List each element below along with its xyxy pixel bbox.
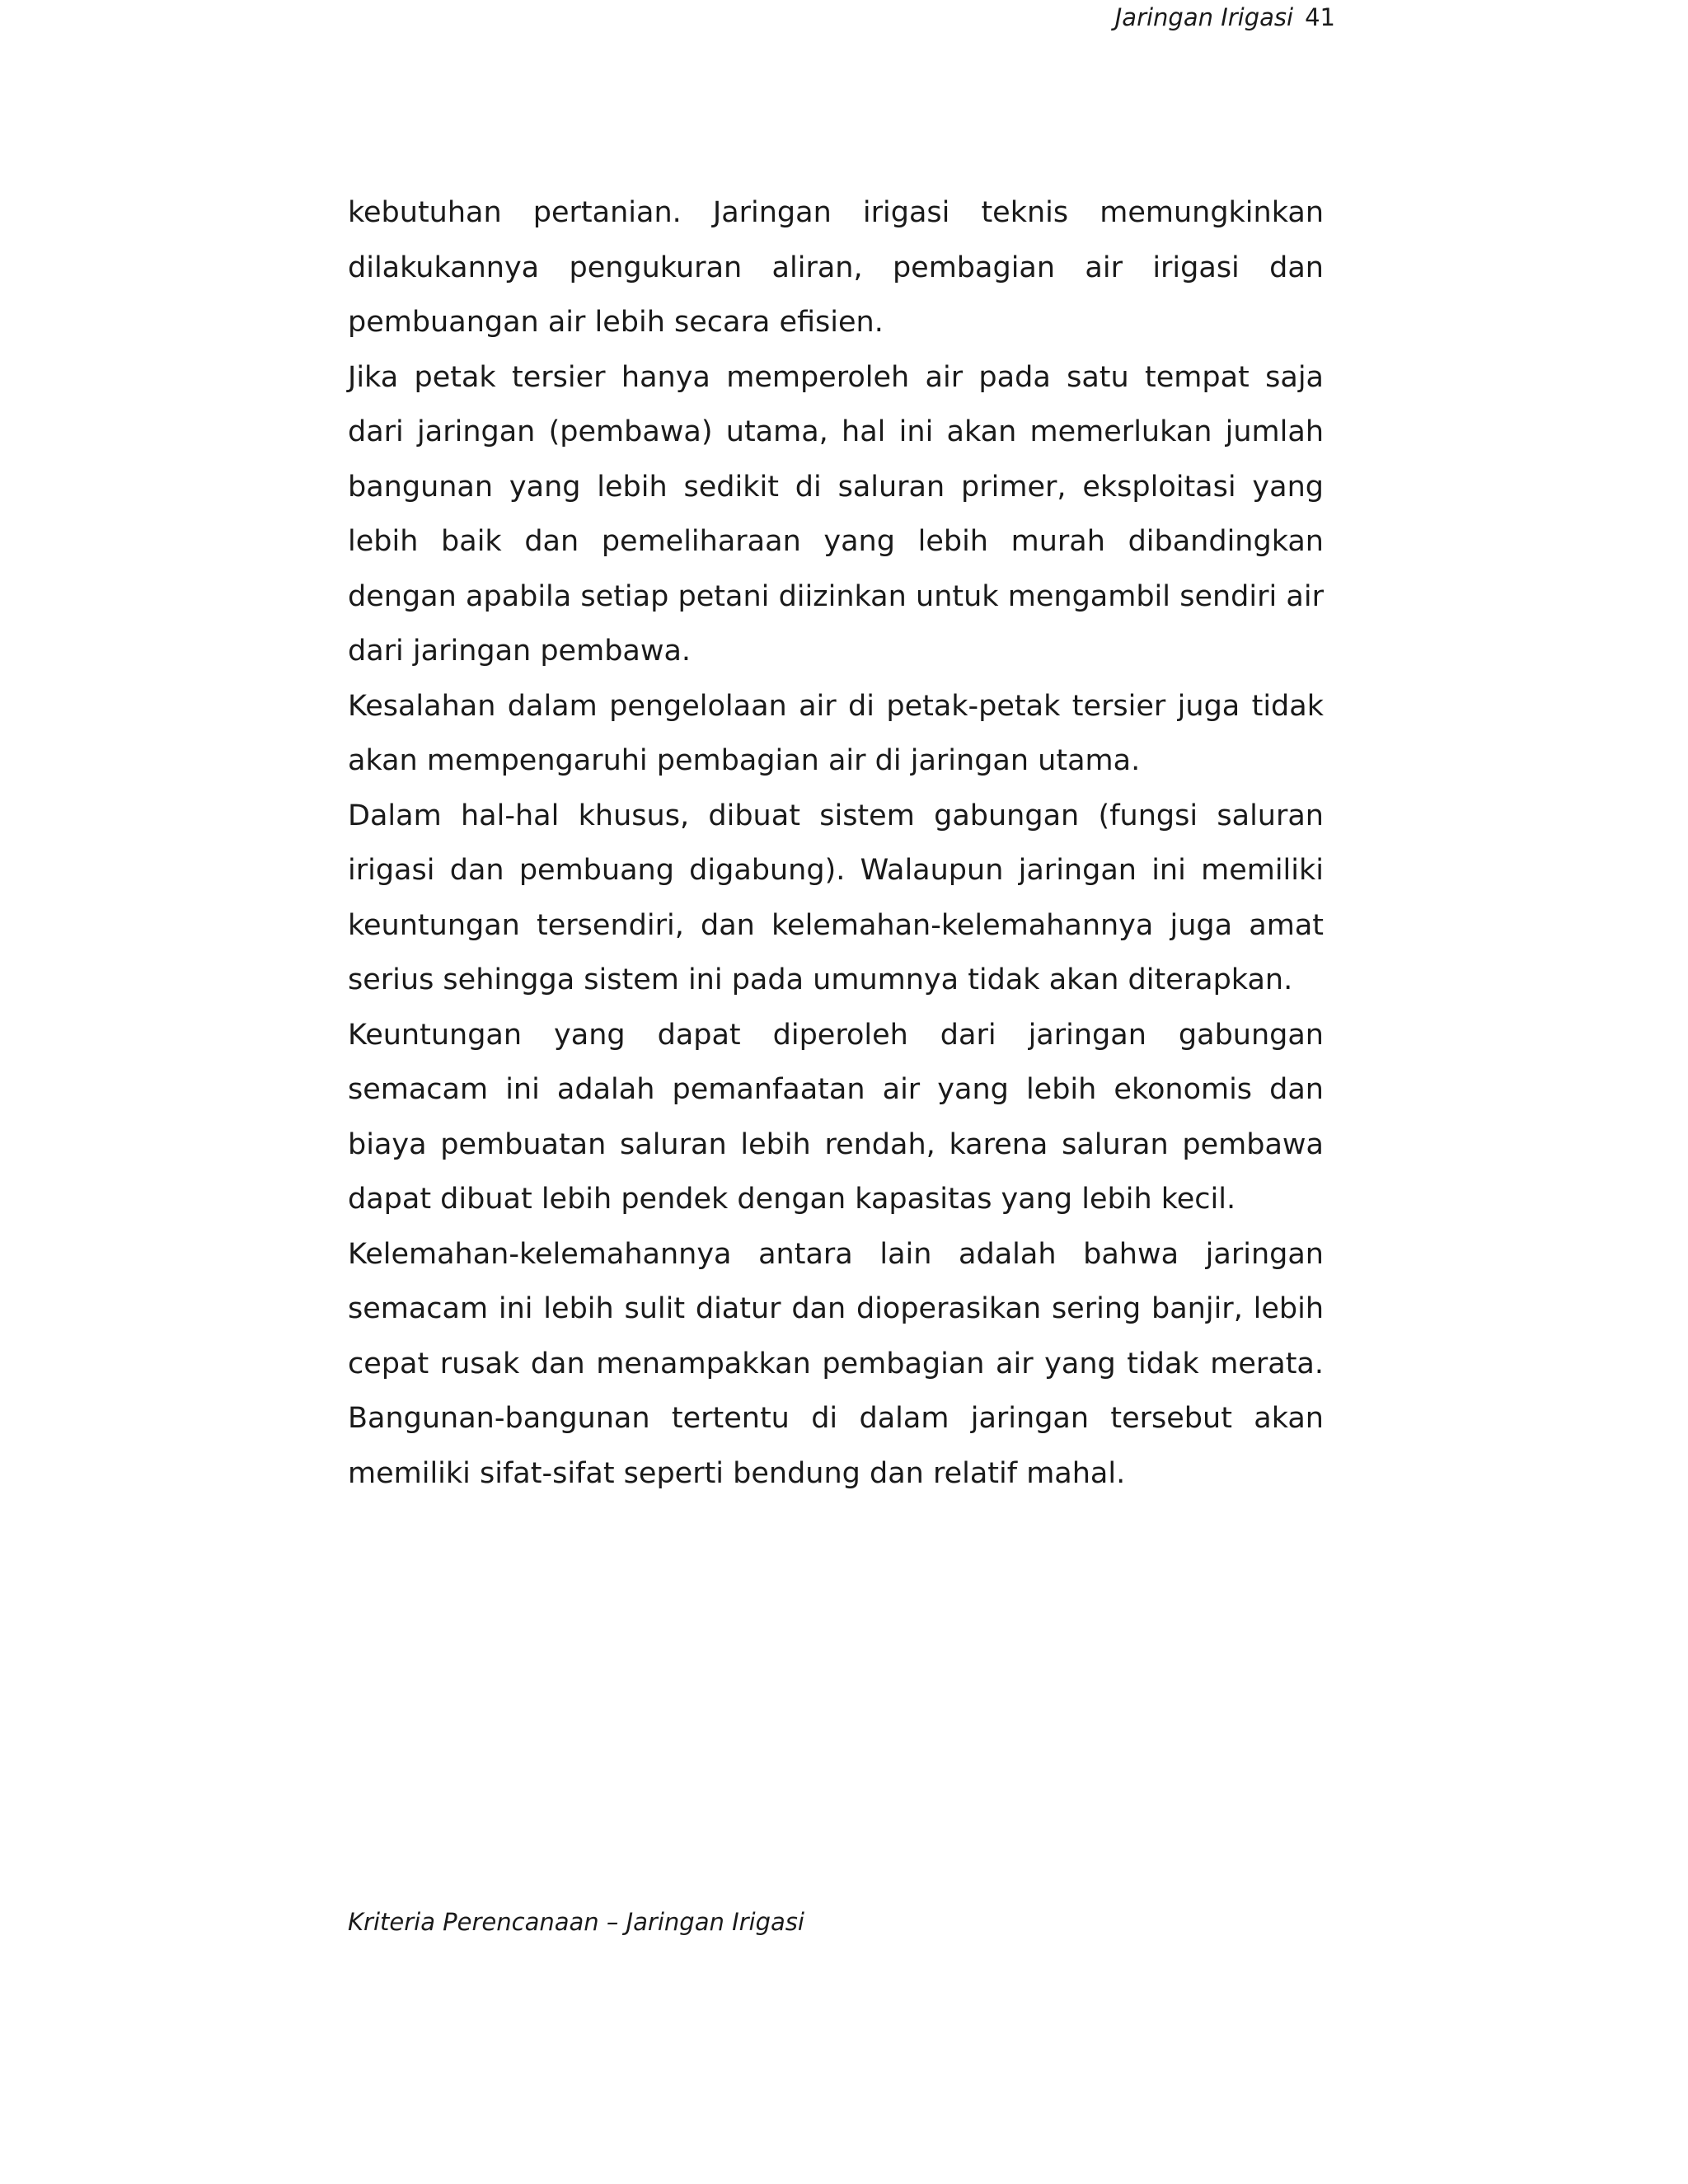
- running-header: [1115, 2, 1335, 33]
- paragraph: Dalam hal-hal khusus, dibuat sistem gabungan (fungsi saluran irigasi dan pembuang digabung). Walaupun jaringan ini memiliki keuntungan tersendiri, dan kelemahan-kelemahannya juga amat serius sehingga sistem ini pada umumnya tidak akan diterapkan.: [348, 799, 1324, 996]
- paragraph: Kesalahan dalam pengelolaan air di petak-petak tersier juga tidak akan mempengaruhi pembagian air di jaringan utama.: [348, 689, 1324, 777]
- running-footer: Kriteria Perencanaan – Jaringan Irigasi: [348, 1908, 804, 1936]
- header-title: Jaringan Irigasi: [1114, 3, 1294, 31]
- paragraph: Jika petak tersier hanya memperoleh air pada satu tempat saja dari jaringan (pembawa) utama, hal ini akan memerlukan jumlah bangunan yang lebih sedikit di saluran primer, eksploitasi yang lebih baik dan pemeliharaan yang lebih murah dibandingkan dengan apabila setiap petani diizinkan untuk mengambil sendiri air dari jaringan pembawa.: [348, 360, 1324, 668]
- page-number: 41: [1305, 3, 1335, 31]
- paragraph: Keuntungan yang dapat diperoleh dari jaringan gabungan semacam ini adalah pemanfaatan air yang lebih ekonomis dan biaya pembuatan saluran lebih rendah, karena saluran pembawa dapat dibuat lebih pendek dengan kapasitas yang lebih kecil.: [348, 1018, 1324, 1216]
- paragraph: kebutuhan pertanian. Jaringan irigasi teknis memungkinkan dilakukannya pengukuran aliran, pembagian air irigasi dan pembuangan air lebih secara efisien.: [348, 196, 1324, 339]
- body-text: [348, 185, 1324, 1501]
- paragraph: Kelemahan-kelemahannya antara lain adalah bahwa jaringan semacam ini lebih sulit diatur dan dioperasikan sering banjir, lebih cepat rusak dan menampakkan pembagian air yang tidak merata. Bangunan-bangunan tertentu di dalam jaringan tersebut akan memiliki sifat-sifat seperti bendung dan relatif mahal.: [348, 1237, 1324, 1490]
